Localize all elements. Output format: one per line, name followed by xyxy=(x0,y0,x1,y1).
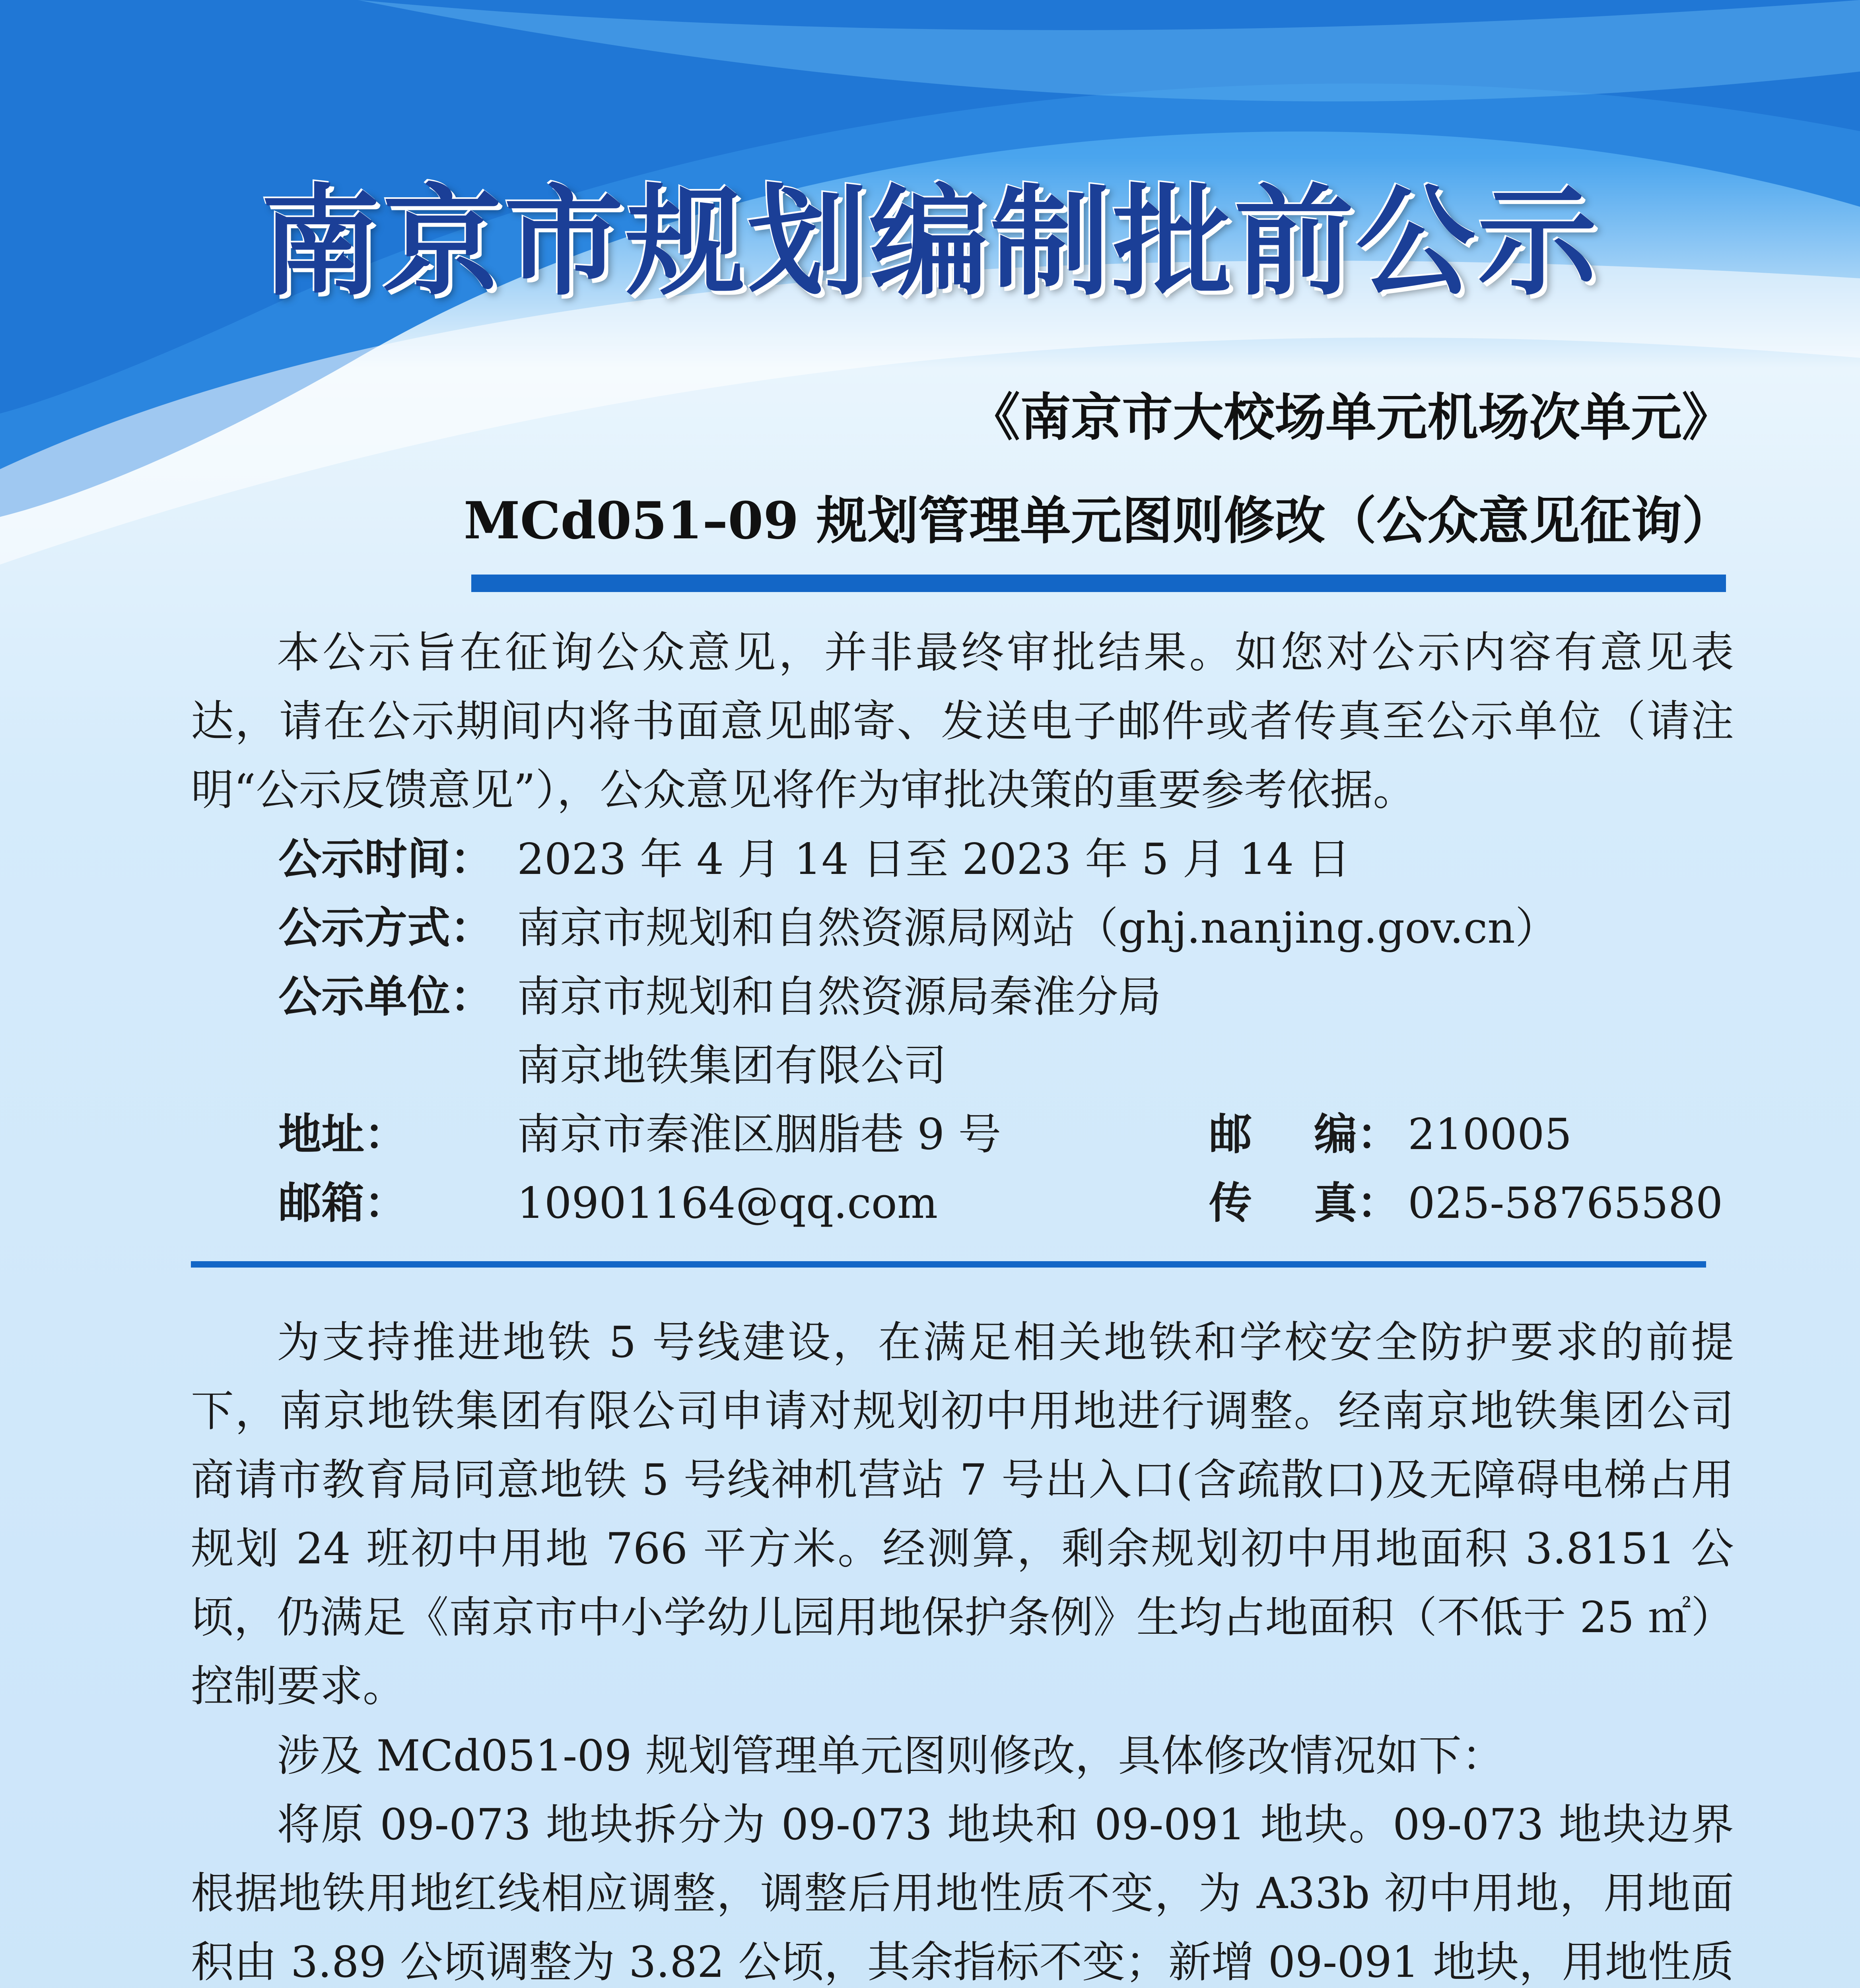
title-divider xyxy=(471,575,1726,592)
email-value[interactable]: 10901164@qq.com xyxy=(517,1178,938,1228)
email-label: 邮箱： xyxy=(278,1178,408,1228)
notice-time-label: 公示时间： xyxy=(278,835,494,884)
notice-method-row xyxy=(278,894,1558,963)
address-label: 地址： xyxy=(278,1110,408,1159)
notice-unit-value-2: 南京地铁集团有限公司 xyxy=(517,1041,947,1091)
notice-unit-label: 公示单位： xyxy=(278,972,494,1022)
postcode-row xyxy=(1209,1100,1572,1169)
page-title: 南京市规划编制批前公示 xyxy=(260,173,1600,312)
notice-unit-row xyxy=(278,963,1161,1031)
plan-name: 《南京市大校场单元机场次单元》 xyxy=(969,388,1733,447)
body-paragraph-1: 为支持推进地铁 5 号线建设，在满足相关地铁和学校安全防护要求的前提下，南京地铁集团有限公司申请对规划初中用地进行调整。经南京地铁集团公司商请市教育局同意地铁 5 号线神机营站 7 号出入口(含疏散口)及无障碍电梯占用规划 24 班初中用地 766 平方米。经测算，剩余规划初中用地面积 3.8151 公顷，仍满足《南京市中小学幼儿园用地保护条例》生均占地面积（不低于 25 ㎡）控制要求。 xyxy=(191,1318,1734,1711)
email-row xyxy=(278,1169,938,1238)
intro-paragraph: 本公示旨在征询公众意见，并非最终审批结果。如您对公示内容有意见表达，请在公示期间内将书面意见邮寄、发送电子邮件或者传真至公示单位（请注明“公示反馈意见”），公众意见将作为审批决策的重要参考依据。 xyxy=(191,628,1734,815)
address-value: 南京市秦淮区胭脂巷 9 号 xyxy=(517,1110,1001,1159)
notice-unit-row-2 xyxy=(278,1031,947,1100)
notice-method-value: 南京市规划和自然资源局网站（ghj.nanjing.gov.cn） xyxy=(517,903,1558,953)
address-row xyxy=(278,1100,1001,1169)
notice-time-row xyxy=(278,825,1351,894)
body-paragraph-2: 涉及 MCd051-09 规划管理单元图则修改，具体修改情况如下： xyxy=(277,1731,1505,1781)
postcode-value: 210005 xyxy=(1408,1110,1572,1159)
fax-row xyxy=(1209,1169,1723,1238)
notice-method-label: 公示方式： xyxy=(278,903,494,953)
notice-unit-value-1: 南京市规划和自然资源局秦淮分局 xyxy=(517,972,1162,1022)
body-paragraph-3: 将原 09-073 地块拆分为 09-073 地块和 09-091 地块。09-073 地块边界根据地铁用地红线相应调整，调整后用地性质不变，为 A33b 初中用地，用地面积由 3.89 公顷调整为 3.82 公顷，其余指标不变；新增 09-091 地块，用地性质 xyxy=(191,1800,1734,1987)
fax-value: 025-58765580 xyxy=(1408,1178,1723,1228)
plan-subtitle: MCd051–09 规划管理单元图则修改（公众意见征询） xyxy=(464,491,1733,551)
fax-label: 传 真： xyxy=(1209,1178,1400,1228)
info-divider xyxy=(191,1261,1706,1268)
postcode-label: 邮 编： xyxy=(1209,1110,1400,1159)
notice-time-value: 2023 年 4 月 14 日至 2023 年 5 月 14 日 xyxy=(517,835,1351,884)
